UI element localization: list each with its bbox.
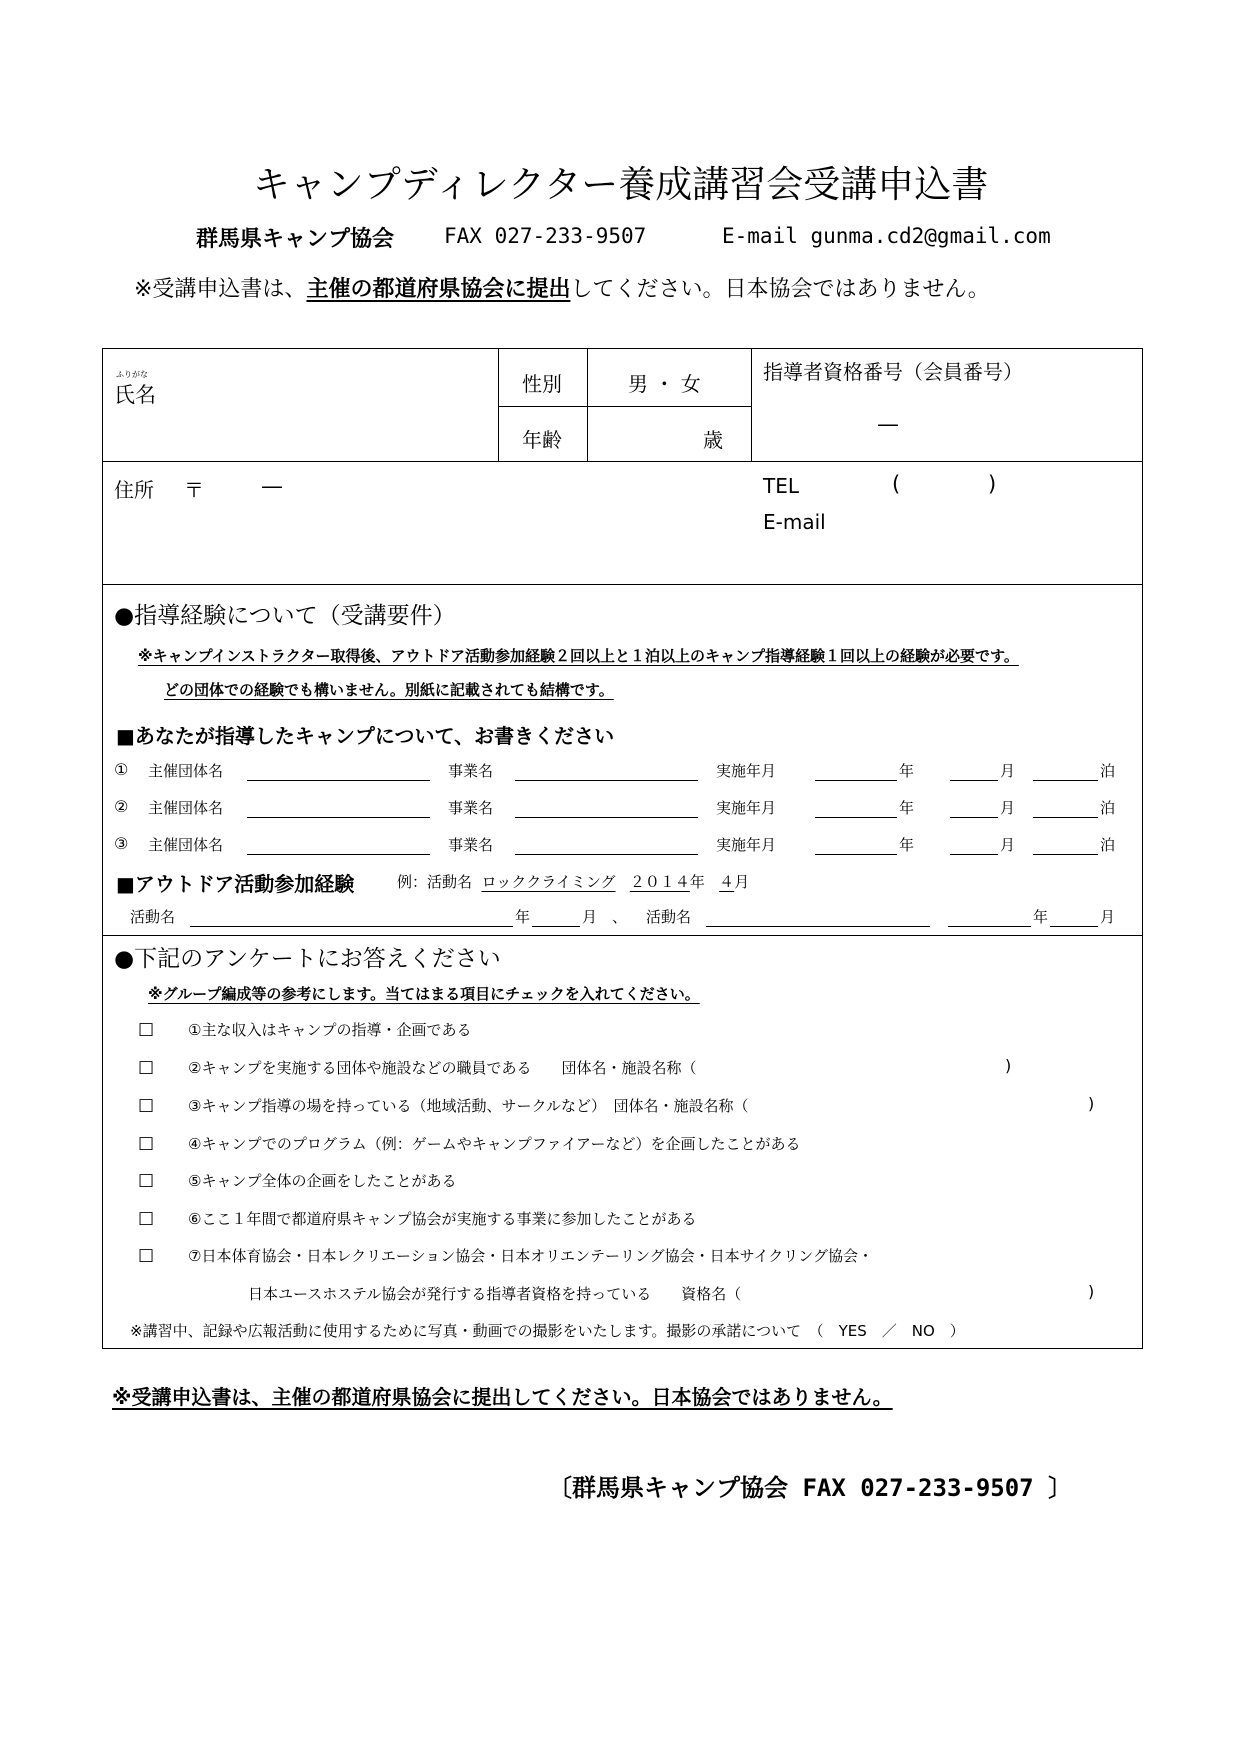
month-unit: 月 — [1000, 836, 1016, 854]
year-unit: 年 — [899, 762, 915, 780]
example-activity: ロッククライミング — [481, 873, 616, 891]
nights-input[interactable] — [1033, 799, 1098, 818]
camp-row-number: ③ — [114, 834, 129, 853]
survey-checkbox-3[interactable]: □ — [138, 1095, 155, 1115]
rule-v1 — [498, 348, 499, 461]
experience-requirement-note-2: どの団体での経験でも構いません。別紙に記載されても結構です。 — [164, 681, 614, 699]
activity-input-2[interactable] — [706, 908, 930, 927]
example-prefix: 例：活動名 — [397, 873, 473, 891]
survey-item-7: ⑦日本体育協会・日本レクリエーション協会・日本オリエンテーリング協会・日本サイクリング協会・ — [188, 1247, 874, 1265]
postal-mark: 〒 — [184, 478, 204, 502]
photo-consent-note: ※講習中、記録や広報活動に使用するために写真・動画での撮影をいたします。撮影の承諾について （ YES ／ NO ） — [130, 1322, 965, 1340]
night-unit: 泊 — [1100, 762, 1116, 780]
survey-item-7-close: ) — [1088, 1282, 1095, 1301]
org-input[interactable] — [247, 762, 430, 781]
date-label: 実施年月 — [716, 799, 777, 817]
month-unit: 月 — [1000, 762, 1016, 780]
address-label: 住所 — [114, 478, 154, 502]
gender-label: 性別 — [522, 372, 562, 396]
activity-month-input[interactable] — [532, 908, 580, 927]
activity-input[interactable] — [190, 908, 513, 927]
date-label: 実施年月 — [716, 836, 777, 854]
survey-item-3: ③キャンプ指導の場を持っている（地域活動、サークルなど） 団体名・施設名称（ — [188, 1097, 749, 1115]
name-ruby: ふりがな — [116, 370, 148, 379]
survey-checkbox-2[interactable]: □ — [138, 1057, 155, 1077]
rule-v3 — [751, 348, 752, 461]
example-year-unit: 年 — [689, 873, 705, 891]
survey-item-5: ⑤キャンプ全体の企画をしたことがある — [188, 1172, 457, 1190]
example-year: ２０１４ — [629, 873, 690, 891]
outdoor-example — [397, 871, 749, 892]
nights-input[interactable] — [1033, 762, 1098, 781]
camp-heading: ■あなたが指導したキャンプについて、お書きください — [116, 724, 615, 748]
event-label: 事業名 — [448, 799, 494, 817]
rule-after-experience — [102, 935, 1142, 936]
night-unit: 泊 — [1100, 836, 1116, 854]
camp-row-number: ② — [114, 797, 129, 816]
survey-item-3-close: ) — [1088, 1094, 1095, 1113]
event-label: 事業名 — [448, 762, 494, 780]
tel-paren-open: ( — [892, 472, 901, 496]
example-month: ４ — [719, 873, 735, 891]
camp-row-number: ① — [114, 760, 129, 779]
event-label: 事業名 — [448, 836, 494, 854]
rule-v2 — [587, 348, 588, 461]
age-unit: 歳 — [703, 428, 723, 452]
org-label: 主催団体名 — [148, 836, 224, 854]
event-input[interactable] — [515, 836, 698, 855]
survey-checkbox-4[interactable]: □ — [138, 1133, 155, 1153]
activity-year-unit-2: 年 — [1033, 908, 1049, 926]
rule-name-age — [498, 406, 751, 407]
year-input[interactable] — [815, 799, 897, 818]
survey-checkbox-1[interactable]: □ — [138, 1019, 155, 1039]
survey-heading: ●下記のアンケートにお答えください — [114, 946, 501, 972]
survey-checkbox-5[interactable]: □ — [138, 1170, 155, 1190]
date-label: 実施年月 — [716, 762, 777, 780]
org-label: 主催団体名 — [148, 762, 224, 780]
page-title: キャンプディレクター養成講習会受講申込書 — [252, 163, 989, 206]
month-input[interactable] — [950, 836, 998, 855]
postal-dash: ― — [262, 474, 282, 498]
cert-number-label: 指導者資格番号（会員番号） — [763, 360, 1023, 384]
activity-separator: 、 — [612, 908, 628, 926]
month-input[interactable] — [950, 762, 998, 781]
activity-year-unit: 年 — [515, 908, 531, 926]
year-unit: 年 — [899, 836, 915, 854]
year-input[interactable] — [815, 836, 897, 855]
survey-item-2-close: ) — [1005, 1056, 1012, 1075]
night-unit: 泊 — [1100, 799, 1116, 817]
example-month-unit: 月 — [734, 873, 750, 891]
footer-notice: ※受講申込書は、主催の都道府県協会に提出してください。日本協会ではありません。 — [112, 1385, 893, 1409]
rule-after-address — [102, 584, 1142, 585]
notice-suffix: してください。日本協会ではありません。 — [570, 277, 990, 302]
year-input[interactable] — [815, 762, 897, 781]
activity-label-2: 活動名 — [646, 908, 692, 926]
org-label: 主催団体名 — [148, 799, 224, 817]
survey-item-4: ④キャンプでのプログラム（例：ゲームやキャンプファイアーなど）を企画したことがある — [188, 1135, 801, 1153]
activity-month-unit: 月 — [582, 908, 598, 926]
month-input[interactable] — [950, 799, 998, 818]
survey-item-7-cont: 日本ユースホステル協会が発行する指導者資格を持っている 資格名（ — [248, 1285, 742, 1303]
org-name: 群馬県キャンプ協会 — [196, 227, 395, 252]
activity-label: 活動名 — [130, 908, 176, 926]
org-input[interactable] — [247, 799, 430, 818]
experience-requirement-note: ※キャンプインストラクター取得後、アウトドア活動参加経験２回以上と１泊以上のキャンプ指導経験１回以上の経験が必要です。 — [138, 647, 1019, 665]
cert-number-dash: ― — [878, 412, 898, 436]
survey-item-6: ⑥ここ１年間で都道府県キャンプ協会が実施する事業に参加したことがある — [188, 1210, 697, 1228]
nights-input[interactable] — [1033, 836, 1098, 855]
header-notice — [134, 272, 990, 303]
tel-paren-close: ) — [988, 472, 997, 496]
gender-options[interactable]: 男 ・ 女 — [628, 372, 701, 396]
event-input[interactable] — [515, 762, 698, 781]
email-address: E-mail gunma.cd2@gmail.com — [722, 224, 1051, 248]
year-unit: 年 — [899, 799, 915, 817]
activity-month-unit-2: 月 — [1100, 908, 1116, 926]
org-input[interactable] — [247, 836, 430, 855]
month-unit: 月 — [1000, 799, 1016, 817]
survey-checkbox-6[interactable]: □ — [138, 1208, 155, 1228]
event-input[interactable] — [515, 799, 698, 818]
name-label: 氏名 — [114, 383, 156, 407]
activity-month-input-2[interactable] — [1050, 908, 1098, 927]
fax-number: FAX 027-233-9507 — [444, 224, 647, 248]
survey-checkbox-7[interactable]: □ — [138, 1245, 155, 1265]
survey-item-1: ①主な収入はキャンプの指導・企画である — [188, 1021, 472, 1039]
notice-prefix: ※受講申込書は、 — [134, 277, 307, 302]
activity-year-input-2[interactable] — [948, 908, 1031, 927]
rule-after-name — [102, 461, 1142, 462]
experience-heading: ●指導経験について（受講要件） — [114, 603, 456, 629]
email-label: E-mail — [763, 510, 826, 534]
tel-label: TEL — [763, 474, 799, 498]
survey-item-2: ②キャンプを実施する団体や施設などの職員である 団体名・施設名称（ — [188, 1059, 697, 1077]
age-label: 年齢 — [522, 428, 562, 452]
footer-contact: 〔群馬県キャンプ協会 FAX 027-233-9507 〕 — [548, 1474, 1073, 1502]
notice-emphasis: 主催の都道府県協会に提出 — [306, 277, 571, 302]
survey-note: ※グループ編成等の参考にします。当てはまる項目にチェックを入れてください。 — [148, 985, 700, 1003]
outdoor-heading: ■アウトドア活動参加経験 — [116, 872, 355, 896]
